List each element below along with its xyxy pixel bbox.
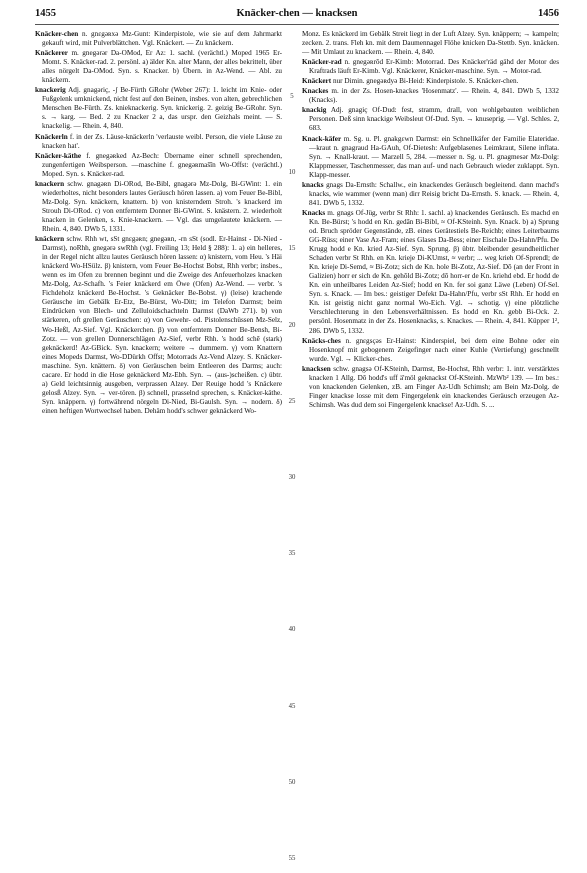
entry-body: n. gnɛgsçəs Er-Hainst: Kinderspiel, bei dem eine Bohne oder ein Hosenknopf mit gebogenem Zeigefinger nach einer Kuhle (Vertiefung) geschnellt wurde. Vgl. → Klicker-ches. xyxy=(309,336,559,363)
right-column xyxy=(302,30,559,865)
entry-headword: knackig xyxy=(302,106,327,115)
line-number: 5 xyxy=(290,93,294,100)
entry-headword: Knack-käfer xyxy=(302,134,342,143)
dictionary-entry xyxy=(35,30,282,48)
line-number: 35 xyxy=(288,550,296,558)
line-number: 55 xyxy=(288,855,296,862)
entry-body: n. gnegəʀrōd Er-Kimb: Motorrad. Des Knäcker'räd gähd der Motor des Kraftrads läuft Er-Kimb. Vgl. Knäckerer, Knäcker-maschine. Syn. → Motor-rad. xyxy=(309,58,559,76)
line-number: 45 xyxy=(288,702,296,710)
line-number: 25 xyxy=(288,397,296,405)
entry-body: m. in der Zs. Hosen-knackes 'Hosenmatz'. — Rhein. 4, 841. DWb 5, 1332 (Knacks). xyxy=(309,87,559,105)
dictionary-entry xyxy=(302,77,559,86)
dictionary-entry xyxy=(302,135,559,180)
dictionary-entry xyxy=(302,337,559,364)
entry-body: m. Sg. u. Pl. gnakgɛwn Darmst: ein Schnellkäfer der Familie Elateridae. —kraut n. gnagraud Ha-GAuh, Of-Dietesh: Aufgeblasenes Leimkraut, Silene inflata. Syn. → Knall-kraut. — Marzell 5, 284. —messer n. Sg. u. Pl. gnagmesər Mz-Dolg: Klappmesser, Taschenmesser, das man auf- und nach Gebrauch wieder zuklappt. Syn. Klapp-messer. xyxy=(309,134,559,179)
header-rule xyxy=(35,24,559,25)
entry-headword: knackerig xyxy=(35,86,66,95)
entry-body: schw. Rhh wt, sSt gnɛgəʀn; gnegəʀn, -rn sSt (sodl. Er-Hainst - Di-Nied - Darmst), noRhh, gnegərə swRhh (vgl. Freiling 13; Held § 288): 1. a) ein helleres, in der Regel nicht allzu lautes Geräusch hören lassen: α) knistern, vom Heu. 's Häi knäckerd Wo-HSülz. β) knistern, vom Feuer Be-Hochst Bobst, Rhh verbr; insbes., wenn es im Ofen zu brennen beginnt und die Zweige des Anfeuerholzes knacken Mz-Dolg, Az-Schafh. 's Feier knäckerd em Öwe (Ofen) Az-Wend. — verbr. 's Fichdeholz knäckerd Be-Hochst. 's Geknäcker Be-Bobst. γ) (leise) krachende Geräusche im Gebälk Er-Etz, Be-Bürst, Wo-Ditt; im Telefon Darmst; beim Eindrücken von Blech- und Zelluloidschachteln Darmst (DaWb 271). b) von stärkeren, oft grellen Geräuschen: α) von Gewehr- od. Pistolenschüssen Mz-Selz, Wo-Heßl, Az-Sief. Vgl. Knäckerchen. β) von entferntem Donner Be-Bensh, Bi-Zotz. — von grellen Donnerschlägen Az-Sief, verbr Rhh. 's hodd schē (stark) geknäckerd! Az-GBick. Syn. knackern; weitere → dummern. γ) vom Knattern eines Mopeds Darmst, Wo-DDürkh Offst; Motorrads Az-Vend Alzey. S. Knäcker-maschine. Syn. knättern. δ) von Geräuschen beim Entleeren des Darms; auch: cacare. Er hodd in die Hose geknäckerd Mz-Ebh. Syn. → (aus-)scheißen. c) übtr. a) Geld leichtsinnig ausgeben, verprassen Alzey. Der Reuige hodd 's Knäckere gelosß Alzey. Syn. → ver-tören. β) schnell, prasselnd sprechen, s. Knäcker-käthe. Syn. knäppern. γ) fortwährend nörgeln Di-Nied, Bi-Gaulsh. Syn. → nodern. δ) einen heftigen Wortwechsel haben. Dehäm hodd's schwer geknäckerd Wo- xyxy=(42,235,282,415)
line-number: 20 xyxy=(288,321,296,329)
dictionary-entry xyxy=(35,180,282,234)
entry-headword: Knäckerer xyxy=(35,49,68,58)
entry-headword: Knäckert xyxy=(302,77,332,86)
dictionary-entry xyxy=(302,209,559,336)
entry-headword: knäckern xyxy=(35,235,65,244)
entry-body: Adj. gnagəriç, -ʃ Be-Fürth GRohr (Weber 267): 1. leicht im Knie- oder Fußgelenk umknickend, nicht fest auf den Beinen, insbes. von alten, gebrechlichen Menschen Be-Fürth. Zs. knieknackerig. Syn. knickerig. 2. geizig Be-GRohr. Syn. s. → karg. — Bed. 2 zu Knacker 2 a, das urspr. den Geizhals meint. — S. knackelig. — Rhein. 4, 840. xyxy=(42,86,282,131)
line-number: 40 xyxy=(288,626,296,634)
entry-headword: Knacks xyxy=(302,208,326,217)
entry-body: Adj. gnagiç Of-Dud: fest, stramm, drall, von wohlgebauten weiblichen Personen. Deß sinn knackige Weibsleut Of-Dud. Syn. → knuseprig. — Vgl. Schles. 2, 683. xyxy=(309,106,559,133)
dictionary-entry xyxy=(35,235,282,416)
line-number-gutter xyxy=(282,30,302,865)
entry-headword: knackern xyxy=(35,179,65,188)
running-header xyxy=(35,8,559,22)
entry-body: nur Dimin. gnegəʀdyə Bi-Heid: Kinderpistole. S. Knäcker-chen. xyxy=(332,77,519,86)
dictionary-entry xyxy=(35,49,282,85)
entry-headword: Knackes xyxy=(302,87,329,96)
entry-headword: Knäckerln xyxy=(35,132,68,141)
entry-body: n. gnɛgəʀxə Mz-Gunt: Kinderpistole, wie sie auf dem Jahrmarkt gekauft wird, mit Pulverblättchen. Vgl. Knäckert. — Zu knäckern. xyxy=(42,30,282,48)
dictionary-entry xyxy=(35,133,282,151)
dictionary-entry xyxy=(302,365,559,410)
running-title: Knäcker-chen — knacksen xyxy=(236,8,358,19)
entry-headword: knacksen xyxy=(302,364,331,373)
dictionary-entry xyxy=(35,152,282,179)
entry-body: schw. gnagəʀn Di-ORod, Be-Bibl, gnagərə Mz-Dolg, Bi-GWint: 1. ein wiederholtes, nicht besonders lautes Geräusch hören lassen. a) vom Feuer Be-Bibl, Mz-Dolg. Syn. knäckern, knattern. b) von knisterndem Stroh. 's knackerd im Strouh Di-ORod. c) von entferntem Donner Bi-GWint. S. knästern. 2. wiederholt knacken in Gelenken, s. Knie-knackern. — Vgl. das umgelautete knäckern. — Rhein. 4, 840. DWb 5, 1331. xyxy=(42,179,282,233)
dictionary-entry xyxy=(302,30,559,57)
entry-headword: Knäcker-chen xyxy=(35,30,79,38)
line-number: 30 xyxy=(288,474,296,481)
entry-headword: knacks xyxy=(302,180,324,189)
left-column xyxy=(35,30,282,865)
line-number: 10 xyxy=(288,169,296,177)
entry-headword: Knäcks-ches xyxy=(302,336,341,345)
dictionary-entry xyxy=(302,58,559,76)
entry-headword: Knäcker-rad xyxy=(302,58,342,67)
entry-body: Monz. Es knäckerd im Gebälk Streit liegt in der Luft Alzey. Syn. knäppern; → kampeln; zecken. 2. trans. Fleh kn. mit dem Daumennagel Flöhe knicken Da-Stettb. Syn. knäcken. — Mit Umlaut zu knackern. — Rhein. 4, 840. xyxy=(302,30,559,57)
line-number: 15 xyxy=(288,245,296,253)
dictionary-entry xyxy=(302,106,559,133)
entry-headword: Knäcker-käthe xyxy=(35,151,82,160)
page-number-right: 1456 xyxy=(538,8,559,19)
entry-body: m. gnags Of-Jüg, verbr St Rhh: 1. sachl. a) knackendes Geräusch. Es machd en Kn. Be-Bürst; 's hodd en Kn. gedān Bi-Bibl, ≈ Of-KSteinh. Syn. Knack. b) a) Sprung od. Bruch spröder Gegenstände, zB. eines Gerätestiels Be-Reichb; eines Leiterbaums GG-Rüss; einer Vase Az-Fram; eines Glases Da-Bess; einer Eischale Da-Hahn/Pfu. De Krugg hodd e Kn. kried Az-Sief. Syn. Sprung. β) übtr. bleibender gesundheitlicher Schaden verbr St Rhh. en Kn. krieje Di-KUmst, ≈ verbr; ... weg krieh Of-Sprendl; de Kn. krieje Di-Semd, ≈ Bi-Zotz; sich de Kn. hole Bi-Zotz, Az-Sief. Dō (an der Front in Galizien) horr er sich de Kn. gehōld Bi-Zotz; dō horr-er de Kn. kriehd ebd. Er hodd de Kn. ein unheilbares Leiden Az-Sief; hodd en Kn. fer soi ganz Läwe (Leben) Of-Sel. Syn. s. Knack. — Im bes.: geistiger Defekt Da-Hahn/Pfu, verbr sSt Rhh. Er hodd en Kn. ist geistig nicht ganz normal Wo-Eich. Vgl. → schotig. γ) eine plötzliche Verschlechterung in den Lebensverhältnissen. Es hodd en Kn. gebb Bi-Ock. 2. persönl. Hosenmatz in der Zs. Hosenknacks, s. Knackes. — Rhein. 4, 841. Küpper 1², 286. DWb 5, 1332. xyxy=(309,208,559,335)
dictionary-entry xyxy=(302,87,559,105)
entry-body: f. gnegəʀked Az-Bech: Übername einer schnell sprechenden, zungenfertigen Weibsperson. —maschine f. gnegəʀmašīn Wo-Offst: (verächtl.) Moped. Syn. s. Knäcker-rad. xyxy=(42,151,282,178)
entry-body: m. gnegərər Da-OMod, Er Az: 1. sachl. (verächtl.) Moped 1965 Er-Momt. S. Knäcker-rad. 2. persönl. a) älder Kn. alter Mann, der alles bekrittelt, über alles nörgelt Da-OMod. Syn. s. Knacker. b) Übern. in Az-Wend. — Abl. zu knäckern. xyxy=(42,49,282,85)
entry-body: gnags Da-Ernsth: Schallw., ein knackendes Geräusch begleitend. dann machd's knacks, wie wammer (wenn man) dirr Reisig bricht Da-Ernsth. S. knack. — Rhein. 4, 841. DWb 5, 1332. xyxy=(309,180,559,207)
dictionary-entry xyxy=(302,181,559,208)
page-number-left: 1455 xyxy=(35,8,56,19)
entry-body: f. in der Zs. Läuse-knäckerln 'verlauste weibl. Person, die viele Läuse zu knacken hat'. xyxy=(42,132,282,150)
dictionary-entry xyxy=(35,86,282,131)
line-number: 50 xyxy=(288,778,296,786)
entry-body: schw. gnagsə Of-KSteinh, Darmst, Be-Hochst, Rhh verbr: 1. intr. verstärktes knacken 1 Allg. Dō hodd's uff ä'möl geknackst Of-KSteinh. MzWb² 139. — Im bes.: von knackenden Gelenken, zB. am Finger Az-Udh Schimsh; am Bein Mz-Dolg. de Finger knackse losse mit dem Fingergelenk ein knackendes Geräusch erzeugen Az-Schimsh. Was dud dem soi Fingergelenk knackse! Az-Udh. S. ... xyxy=(309,364,559,409)
